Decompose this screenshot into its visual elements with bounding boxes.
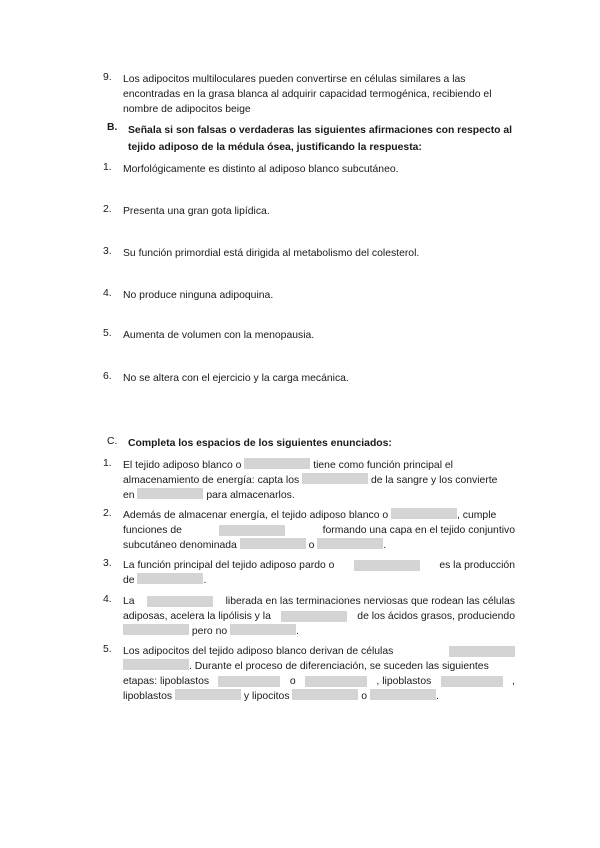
item-number: 5. [103, 328, 112, 339]
item-number: 3. [103, 246, 112, 257]
text-segment: almacenamiento de energía: capta los [123, 475, 300, 486]
text-segment: o [289, 676, 296, 687]
text-segment: . Durante el proceso de diferenciación, se suceden las siguientes [189, 661, 489, 672]
item-number: 5. [103, 644, 112, 655]
item-number: 2. [103, 508, 112, 519]
text-segment: pero no [191, 626, 228, 637]
blank-field[interactable] [354, 560, 420, 571]
statement-text: Su función primordial está dirigida al metabolismo del colesterol. [123, 248, 420, 259]
blank-field[interactable] [292, 689, 358, 700]
blank-field[interactable] [281, 611, 347, 622]
text-segment: La función principal del tejido adiposo pardo o [123, 560, 335, 571]
text-segment: adiposas, acelera la lipólisis y la [123, 611, 271, 622]
blank-field[interactable] [219, 525, 285, 536]
text-segment: es la producción [439, 560, 515, 571]
blank-field[interactable] [230, 624, 296, 635]
text-line: Los adipocitos multiloculares pueden convertirse en células similares a las [123, 74, 466, 85]
text-segment: , cumple [457, 510, 497, 521]
blank-field[interactable] [317, 538, 383, 549]
text-segment: . [203, 575, 207, 586]
item-number: 4. [103, 288, 112, 299]
blank-field[interactable] [123, 624, 189, 635]
text-segment: tiene como función principal el [313, 460, 453, 471]
section-title: Completa los espacios de los siguientes enunciados: [128, 438, 392, 449]
blank-field[interactable] [305, 676, 367, 687]
blank-field[interactable] [391, 508, 457, 519]
text-segment: en [123, 490, 135, 501]
blank-field[interactable] [123, 659, 189, 670]
blank-field[interactable] [244, 458, 310, 469]
blank-field[interactable] [449, 646, 515, 657]
item-number: 2. [103, 204, 112, 215]
text-segment: de los ácidos grasos, produciendo [357, 611, 515, 622]
blank-field[interactable] [441, 676, 503, 687]
blank-field[interactable] [137, 488, 203, 499]
blank-field[interactable] [175, 689, 241, 700]
item-number: 1. [103, 162, 112, 173]
item-text [123, 508, 515, 553]
item-number: 1. [103, 458, 112, 469]
text-line: encontradas en la grasa blanca al adquirir capacidad termogénica, recibiendo el [123, 89, 492, 100]
text-segment: . [383, 540, 387, 551]
text-segment: El tejido adiposo blanco o [123, 460, 242, 471]
text-segment: subcutáneo denominada [123, 540, 237, 551]
text-segment: liberada en las terminaciones nerviosas que rodean las células [225, 596, 515, 607]
text-segment: de [123, 575, 135, 586]
item-number: 3. [103, 558, 112, 569]
text-segment: formando una capa en el tejido conjuntivo [322, 525, 515, 536]
text-segment: Además de almacenar energía, el tejido adiposo blanco o [123, 510, 389, 521]
text-segment: . [435, 691, 439, 702]
text-line: nombre de adipocitos beige [123, 104, 251, 115]
text-segment: , [512, 676, 515, 687]
text-segment: . [296, 626, 299, 637]
statement-text: No produce ninguna adipoquina. [123, 290, 274, 301]
item-text [123, 594, 515, 639]
item-text [123, 644, 515, 704]
text-segment: funciones de [123, 525, 182, 536]
text-segment: para almacenarlos. [206, 490, 295, 501]
text-segment: etapas: lipoblastos [123, 676, 210, 687]
blank-field[interactable] [218, 676, 280, 687]
text-segment: La [123, 596, 135, 607]
text-line: Señala si son falsas o verdaderas las siguientes afirmaciones con respecto al [128, 125, 513, 136]
text-segment: de la sangre y los convierte [370, 475, 498, 486]
section-letter: B. [107, 122, 118, 133]
blank-field[interactable] [147, 596, 213, 607]
statement-text: No se altera con el ejercicio y la carga mecánica. [123, 373, 349, 384]
item-number: 9. [103, 72, 112, 83]
item-text [123, 558, 515, 588]
statement-text: Aumenta de volumen con la menopausia. [123, 330, 315, 341]
text-segment: o [361, 691, 368, 702]
blank-field[interactable] [137, 573, 203, 584]
text-segment: , lipoblastos [376, 676, 432, 687]
item-text [123, 72, 515, 117]
statement-text: Presenta una gran gota lipídica. [123, 206, 270, 217]
text-segment: o [308, 540, 315, 551]
text-segment: Los adipocitos del tejido adiposo blanco derivan de células [123, 646, 394, 657]
statement-text: Morfológicamente es distinto al adiposo blanco subcutáneo. [123, 164, 399, 175]
text-segment: lipoblastos [123, 691, 173, 702]
section-title [128, 122, 518, 156]
text-line: tejido adiposo de la médula ósea, justificando la respuesta: [128, 142, 422, 153]
item-text [123, 458, 515, 503]
section-letter: C. [107, 436, 118, 447]
item-number: 6. [103, 371, 112, 382]
blank-field[interactable] [302, 473, 368, 484]
blank-field[interactable] [240, 538, 306, 549]
blank-field[interactable] [370, 689, 436, 700]
text-segment: y lipocitos [243, 691, 290, 702]
item-number: 4. [103, 594, 112, 605]
